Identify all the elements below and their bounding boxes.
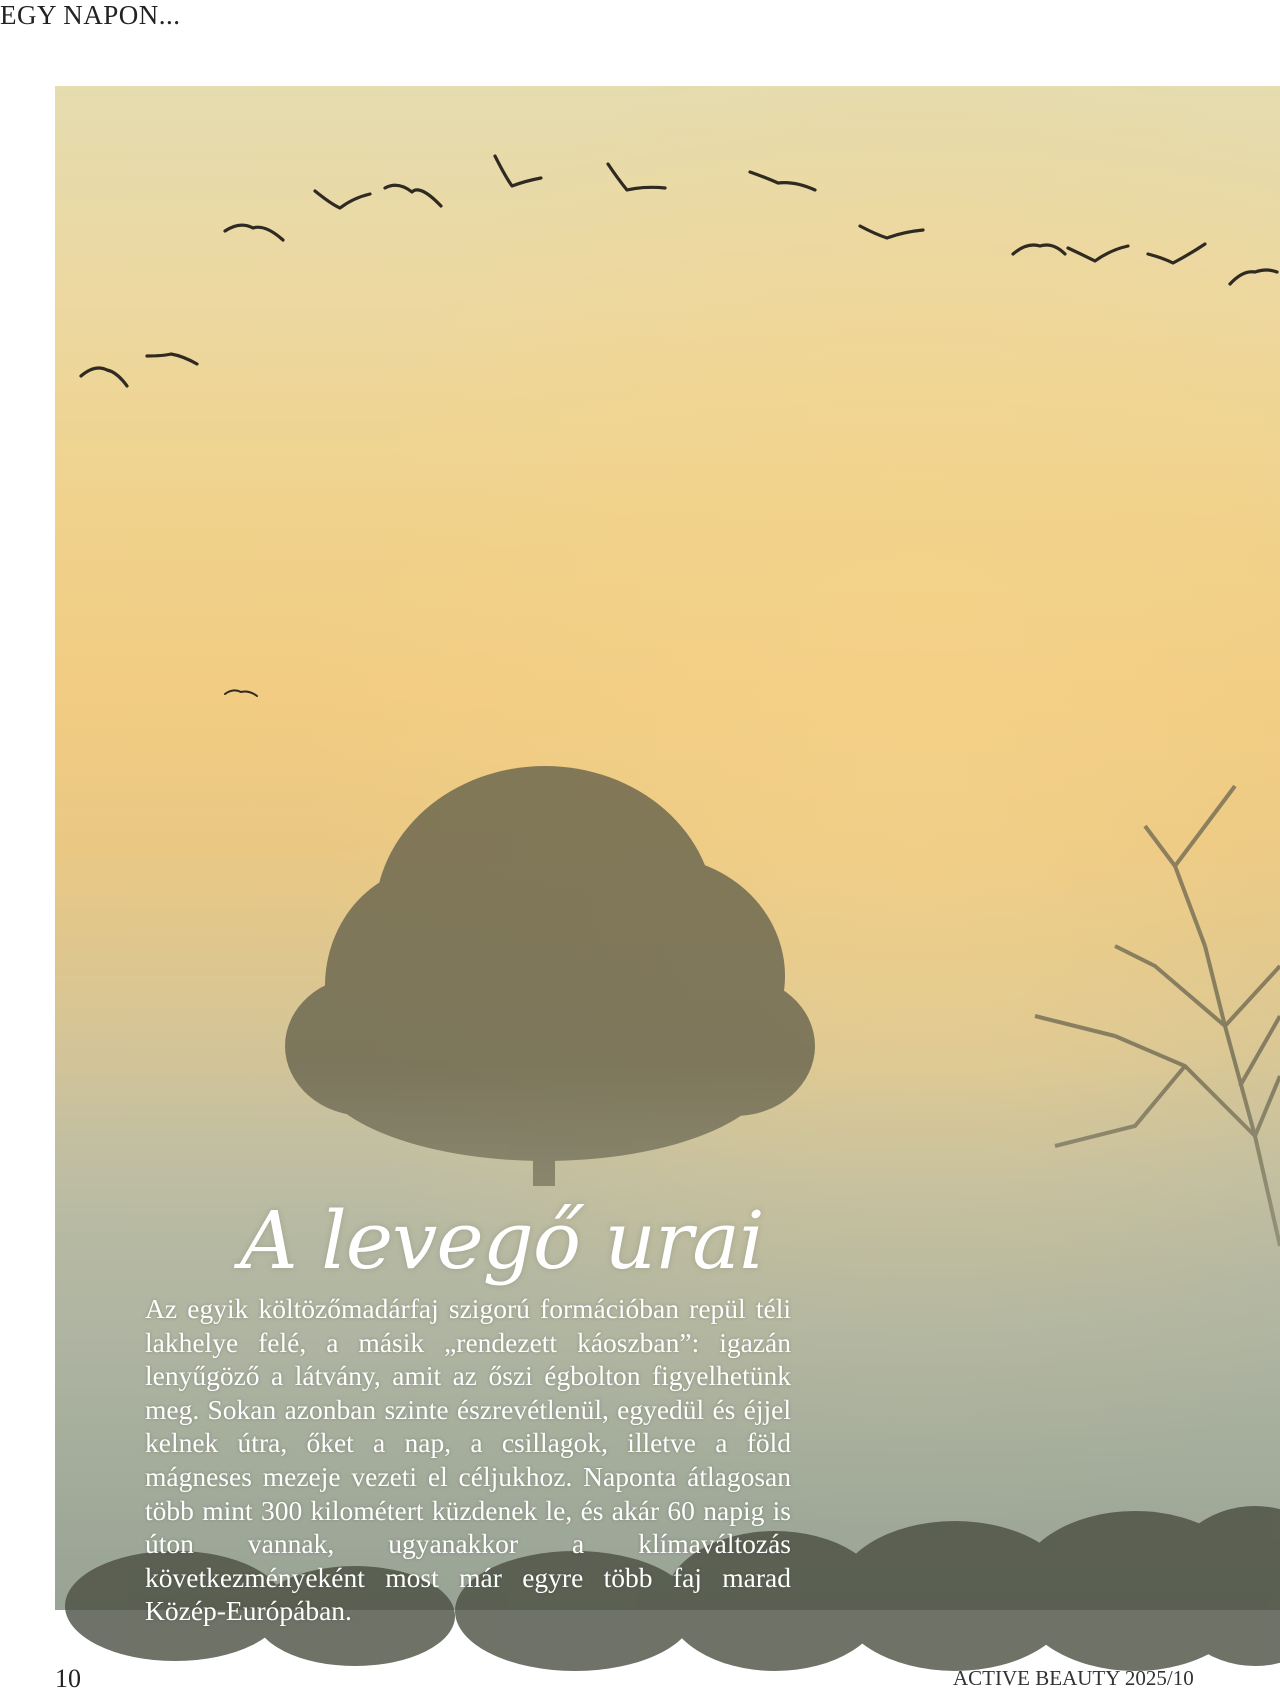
page-number: 10 (55, 1664, 81, 1693)
article-body: Az egyik költözőmadárfaj szigorú formációban repül téli lakhelye felé, a másik „rendezett káoszban”: igazán lenyűgöző a látvány, amit az őszi égbolton figyelhetünk meg. Sokan azonban szinte észrevétlenül, egyedül és éjjel kelnek útra, őket a nap, a csillagok, illetve a föld mágneses mezeje vezeti el céljukhoz. Naponta átlagosan több mint 300 kilométert küzdenek le, és akár 60 napig is úton vannak, ugyanakkor a klímaváltozás következményeként most már egyre több faj marad Közép-Európában. (145, 1293, 791, 1627)
article-photo (55, 86, 1280, 1627)
article-headline: A levegő urai (240, 1194, 764, 1287)
magazine-issue: ACTIVE BEAUTY 2025/10 (953, 1666, 1194, 1690)
section-header: EGY NAPON... (0, 0, 181, 30)
